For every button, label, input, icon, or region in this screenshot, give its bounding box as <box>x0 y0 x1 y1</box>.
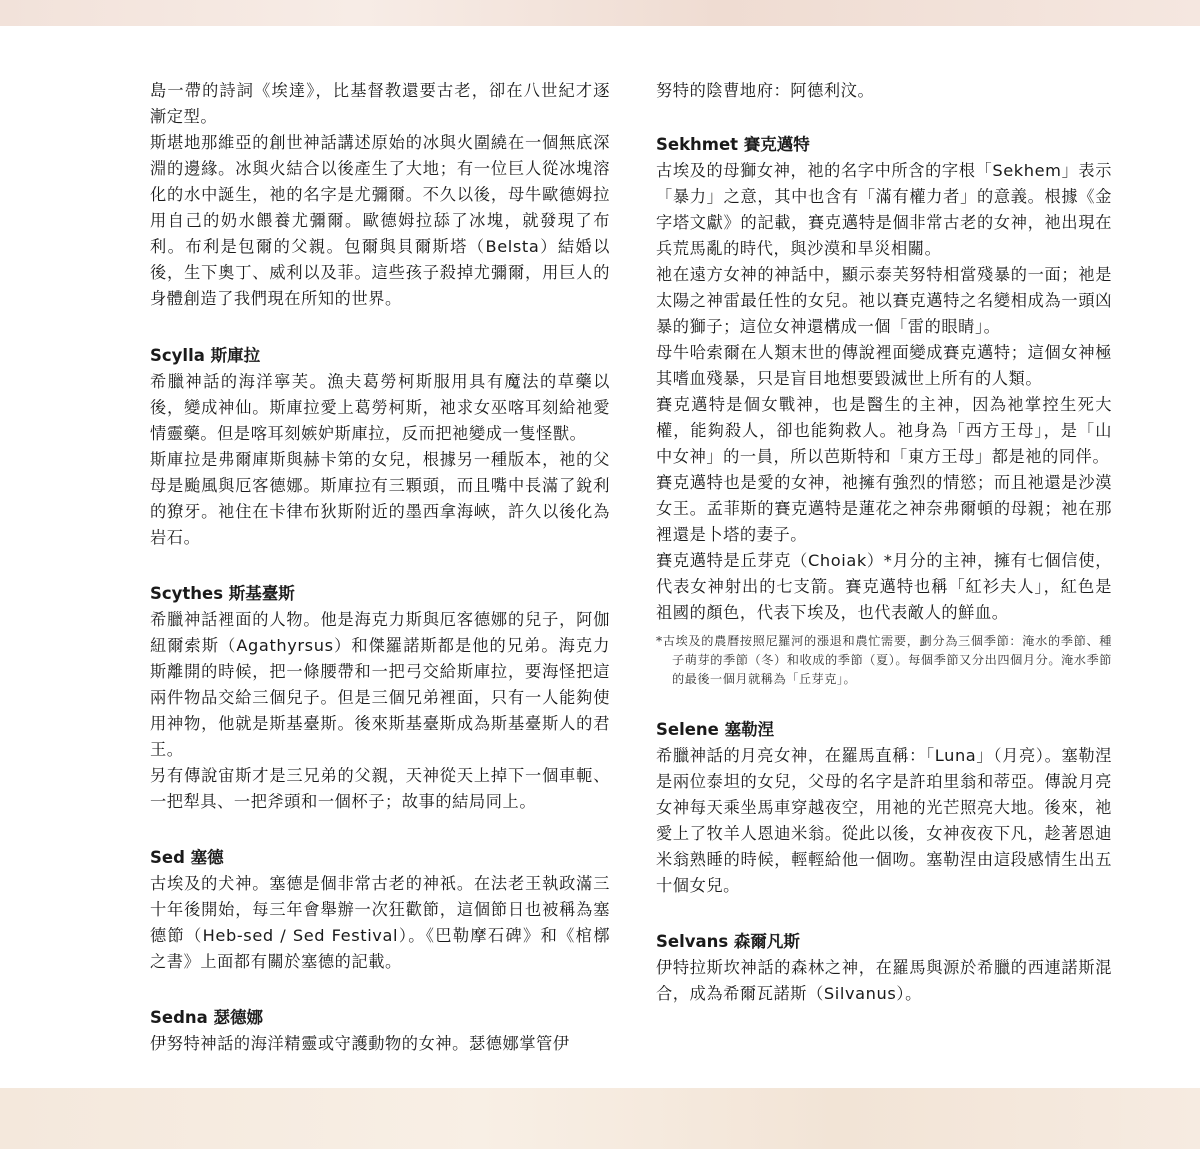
entry-selvans <box>656 929 1112 1007</box>
footnote: *古埃及的農曆按照尼羅河的漲退和農忙需要，劃分為三個季節：淹水的季節、種子萌芽的季節（冬）和收成的季節（夏）。每個季節又分出四個月分。淹水季節的最後一個月就稱為「丘芽克」。 <box>656 634 1112 686</box>
entry-title: Selvans 森爾凡斯 <box>656 932 800 951</box>
entry-paragraph: 伊努特神話的海洋精靈或守護動物的女神。瑟德娜掌管伊 <box>150 1034 570 1053</box>
entry-paragraph: 伊特拉斯坎神話的森林之神，在羅馬與源於希臘的西連諾斯混合，成為希爾瓦諾斯（Silvanus）。 <box>656 958 1112 1003</box>
entry-title: Selene 塞勒涅 <box>656 720 775 739</box>
entry-paragraph: 古埃及的母獅女神，祂的名字中所含的字根「Sekhem」表示「暴力」之意，其中也含有「滿有權力者」的意義。根據《金字塔文獻》的記載，賽克邁特是個非常古老的女神，祂出現在兵荒馬亂的時代，與沙漠和旱災相關。 <box>656 161 1112 258</box>
entry-title: Scylla 斯庫拉 <box>150 346 261 365</box>
intro-section <box>656 78 1112 104</box>
intro-paragraph: 島一帶的詩詞《埃達》，比基督教還要古老，卻在八世紀才逐漸定型。 <box>150 81 610 126</box>
right-column <box>656 78 1112 1007</box>
page-top-border <box>0 0 1200 26</box>
entry-paragraph: 祂在遠方女神的神話中，顯示泰芙努特相當殘暴的一面；祂是太陽之神雷最任性的女兒。祂以賽克邁特之名變相成為一頭凶暴的獅子；這位女神還構成一個「雷的眼睛」。 <box>656 265 1112 336</box>
entry-title: Sedna 瑟德娜 <box>150 1008 264 1027</box>
intro-paragraph: 斯堪地那維亞的創世神話講述原始的冰與火圍繞在一個無底深淵的邊緣。冰與火結合以後產生了大地；有一位巨人從冰塊溶化的水中誕生，祂的名字是尤彌爾。不久以後，母牛歐德姆拉用自己的奶水餵養尤彌爾。歐德姆拉舔了冰塊，就發現了布利。布利是包爾的父親。包爾與貝爾斯塔（Belsta）結婚以後，生下奧丁、威利以及菲。這些孩子殺掉尤彌爾，用巨人的身體創造了我們現在所知的世界。 <box>150 133 610 308</box>
entry-scylla <box>150 343 610 551</box>
entry-paragraph: 另有傳說宙斯才是三兄弟的父親，天神從天上掉下一個車軛、一把犁具、一把斧頭和一個杯子；故事的結局同上。 <box>150 766 610 811</box>
entry-title: Scythes 斯基臺斯 <box>150 584 295 603</box>
intro-section <box>150 78 610 312</box>
entry-title: Sed 塞德 <box>150 848 224 867</box>
entry-paragraph: 賽克邁特也是愛的女神，祂擁有強烈的情慾；而且祂還是沙漠女王。孟菲斯的賽克邁特是蓮花之神奈弗爾頓的母親；祂在那裡還是卜塔的妻子。 <box>656 473 1112 544</box>
entry-paragraph: 斯庫拉是弗爾庫斯與赫卡第的女兒，根據另一種版本，祂的父母是颱風與厄客德娜。斯庫拉有三顆頭，而且嘴中長滿了銳利的獠牙。祂住在卡律布狄斯附近的墨西拿海峽，許久以後化為岩石。 <box>150 450 610 547</box>
entry-sekhmet <box>656 132 1112 689</box>
entry-paragraph: 賽克邁特是個女戰神，也是醫生的主神，因為祂掌控生死大權，能夠殺人，卻也能夠救人。祂身為「西方王母」，是「山中女神」的一員，所以芭斯特和「東方王母」都是祂的同伴。 <box>656 395 1112 466</box>
entry-title: Sekhmet 賽克邁特 <box>656 135 810 154</box>
entry-paragraph: 希臘神話的月亮女神，在羅馬直稱：「Luna」（月亮）。塞勒涅是兩位泰坦的女兒，父母的名字是許珀里翁和蒂亞。傳說月亮女神每天乘坐馬車穿越夜空，用祂的光芒照亮大地。後來，祂愛上了牧羊人恩迪米翁。從此以後，女神夜夜下凡，趁著恩迪米翁熟睡的時候，輕輕給他一個吻。塞勒涅由這段感情生出五十個女兒。 <box>656 746 1112 895</box>
entry-paragraph: 希臘神話裡面的人物。他是海克力斯與厄客德娜的兒子，阿伽紐爾索斯（Agathyrsus）和傑羅諾斯都是他的兄弟。海克力斯離開的時候，把一條腰帶和一把弓交給斯庫拉，要海怪把這兩件物品交給三個兒子。但是三個兄弟裡面，只有一人能夠使用神物，他就是斯基臺斯。後來斯基臺斯成為斯基臺斯人的君王。 <box>150 610 610 759</box>
entry-paragraph: 母牛哈索爾在人類末世的傳說裡面變成賽克邁特；這個女神極其嗜血殘暴，只是盲目地想要毀滅世上所有的人類。 <box>656 343 1112 388</box>
entry-selene <box>656 717 1112 899</box>
entry-sedna <box>150 1005 610 1057</box>
entry-paragraph: 希臘神話的海洋寧芙。漁夫葛勞柯斯服用具有魔法的草藥以後，變成神仙。斯庫拉愛上葛勞柯斯，祂求女巫喀耳刻給祂愛情靈藥。但是喀耳刻嫉妒斯庫拉，反而把祂變成一隻怪獸。 <box>150 372 610 443</box>
entry-scythes <box>150 581 610 815</box>
page-bottom-border <box>0 1088 1200 1149</box>
entry-sed <box>150 845 610 975</box>
intro-paragraph: 努特的陰曹地府：阿德利汶。 <box>656 81 875 100</box>
entry-paragraph: 古埃及的犬神。塞德是個非常古老的神祇。在法老王執政滿三十年後開始，每三年會舉辦一次狂歡節，這個節日也被稱為塞德節（Heb-sed / Sed Festival）。《巴勒摩石碑》和《棺槨之書》上面都有關於塞德的記載。 <box>150 874 610 971</box>
entry-paragraph: 賽克邁特是丘芽克（Choiak）*月分的主神，擁有七個信使，代表女神射出的七支箭。賽克邁特也稱「紅衫夫人」，紅色是祖國的顏色，代表下埃及，也代表敵人的鮮血。 <box>656 551 1112 622</box>
left-column <box>150 78 610 1057</box>
